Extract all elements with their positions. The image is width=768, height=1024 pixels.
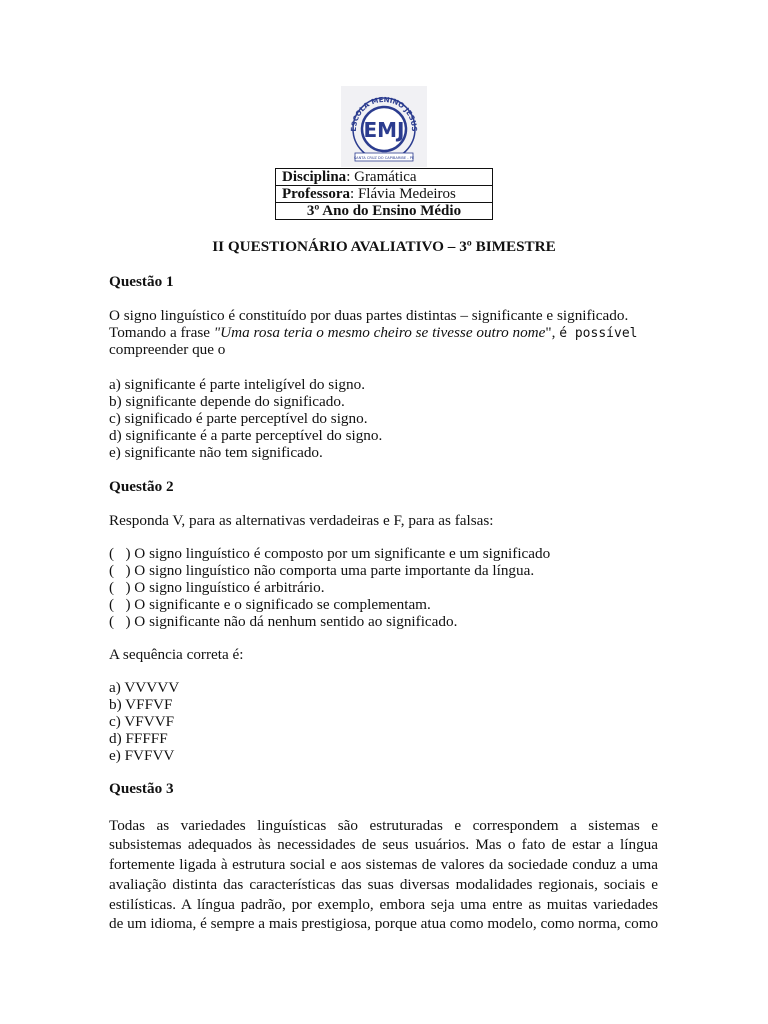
question-2-option-e: e) FVFVV — [109, 747, 175, 764]
question-2-heading: Questão 2 — [109, 478, 174, 495]
question-3-line-2: subsistemas adequados às necessidades de seus usuários. Mas o fato de estar a língua — [109, 836, 658, 853]
question-3-line-5: estilísticas. A língua padrão, por exemplo, embora seja uma entre as muitas variedades — [109, 896, 658, 913]
logo-arc-text: ESCOLA MENINO JESUS — [349, 95, 419, 132]
logo-monogram: EMJ — [363, 118, 405, 142]
question-1-quote: "Uma rosa teria o mesmo cheiro se tivesse outro nome — [213, 324, 546, 341]
question-1-option-d: d) significante é a parte perceptível do signo. — [109, 427, 383, 444]
question-3-heading: Questão 3 — [109, 780, 174, 797]
grade-text: 3º Ano do Ensino Médio — [276, 203, 493, 220]
discipline-row — [276, 169, 493, 186]
school-logo-icon — [341, 86, 427, 167]
discipline-value: : Gramática — [346, 169, 417, 185]
question-2-option-a: a) VVVVV — [109, 679, 180, 696]
question-1-line-2-pre: Tomando a frase — [109, 324, 214, 341]
discipline-label: Disciplina — [282, 169, 347, 185]
question-1-line-2 — [109, 324, 637, 342]
teacher-value: : Flávia Medeiros — [350, 186, 456, 202]
question-2-option-d: d) FFFFF — [109, 730, 168, 747]
question-3-line-1: Todas as variedades linguísticas são estruturadas e correspondem a sistemas e — [109, 817, 658, 834]
question-1-option-b: b) significante depende do significado. — [109, 393, 345, 410]
question-2-item-3: ( ) O signo linguístico é arbitrário. — [109, 579, 325, 596]
question-2-option-b: b) VFFVF — [109, 696, 173, 713]
question-1-heading: Questão 1 — [109, 273, 174, 290]
question-2-item-4: ( ) O significante e o significado se complementam. — [109, 596, 431, 613]
question-2-item-2: ( ) O signo linguístico não comporta uma parte importante da língua. — [109, 562, 535, 579]
question-1-line-1: O signo linguístico é constituído por duas partes distintas – significante e significado. — [109, 307, 629, 324]
teacher-label: Professora — [282, 186, 351, 202]
header-info-table — [275, 168, 493, 220]
question-2-instruction: Responda V, para as alternativas verdadeiras e F, para as falsas: — [109, 512, 494, 529]
question-3-line-3: fortemente ligada à estrutura social e aos sistemas de valores da sociedade conduz a uma — [109, 856, 658, 873]
question-2-prompt: A sequência correta é: — [109, 646, 244, 663]
question-2-option-c: c) VFVVF — [109, 713, 175, 730]
question-1-option-a: a) significante é parte inteligível do signo. — [109, 376, 365, 393]
question-3-line-4: avaliação distinta das características das suas diversas modalidades regionais, sociais e — [109, 876, 658, 893]
question-3-line-6: de um idioma, é sempre a mais prestigiosa, porque atua como modelo, como norma, como — [109, 915, 659, 932]
school-logo — [341, 86, 427, 167]
question-1-line-3: compreender que o — [109, 341, 226, 358]
question-2-item-5: ( ) O significante não dá nenhum sentido ao significado. — [109, 613, 458, 630]
question-1-line-2-mono: é possível — [559, 326, 638, 341]
question-1-line-2-post: ", — [545, 324, 560, 341]
grade-row — [276, 203, 493, 220]
question-1-option-e: e) significante não tem significado. — [109, 444, 323, 461]
question-2-item-1: ( ) O signo linguístico é composto por um significante e um significado — [109, 545, 551, 562]
teacher-row — [276, 186, 493, 203]
page-title: II QUESTIONÁRIO AVALIATIVO – 3º BIMESTRE — [212, 238, 556, 255]
logo-subtext: SANTA CRUZ DO CAPIBARIBE - PE — [353, 156, 415, 160]
question-1-option-c: c) significado é parte perceptível do signo. — [109, 410, 368, 427]
